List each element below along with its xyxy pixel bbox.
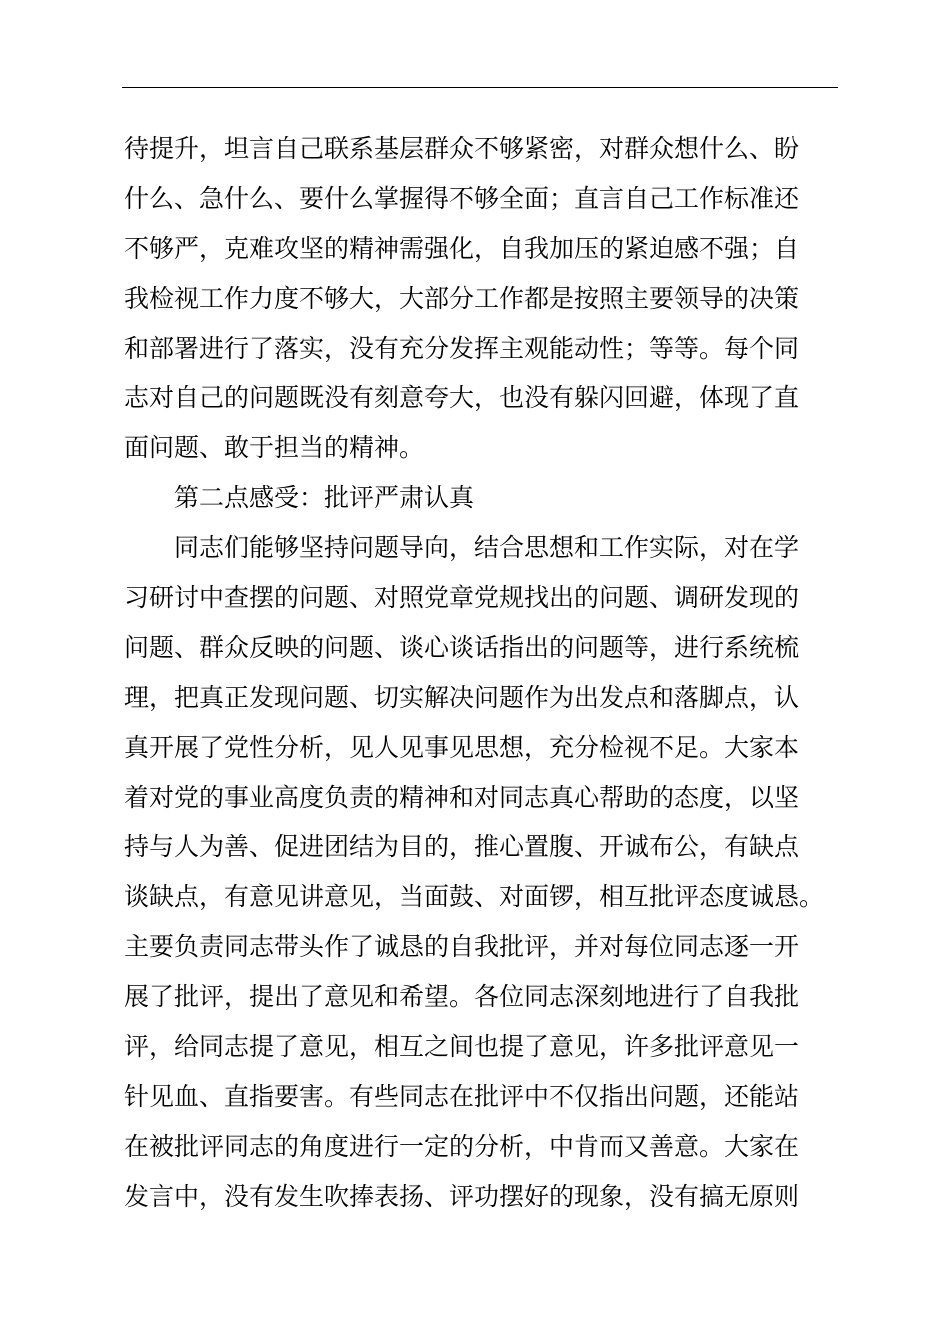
text-line: 针见血、直指要害。有些同志在批评中不仅指出问题，还能站 xyxy=(124,1081,800,1111)
text-line: 主要负责同志带头作了诚恳的自我批评，并对每位同志逐一开 xyxy=(124,932,800,962)
text-line: 展了批评，提出了意见和希望。各位同志深刻地进行了自我批 xyxy=(124,982,800,1012)
text-line: 理，把真正发现问题、切实解决问题作为出发点和落脚点，认 xyxy=(124,682,800,712)
text-line: 在被批评同志的角度进行一定的分析，中肯而又善意。大家在 xyxy=(124,1131,800,1161)
section-heading: 第二点感受：批评严肃认真 xyxy=(174,483,475,513)
text-line: 不够严，克难攻坚的精神需强化，自我加压的紧迫感不强；自 xyxy=(124,233,800,263)
text-line: 习研讨中查摆的问题、对照党章党规找出的问题、调研发现的 xyxy=(124,583,800,613)
header-rule xyxy=(122,87,838,88)
text-line: 评，给同志提了意见，相互之间也提了意见，许多批评意见一 xyxy=(124,1032,800,1062)
text-line: 着对党的事业高度负责的精神和对同志真心帮助的态度，以坚 xyxy=(124,782,800,812)
text-line: 问题、群众反映的问题、谈心谈话指出的问题等，进行系统梳 xyxy=(124,632,800,662)
text-line: 真开展了党性分析，见人见事见思想，充分检视不足。大家本 xyxy=(124,732,800,762)
text-line: 谈缺点，有意见讲意见，当面鼓、对面锣，相互批评态度诚恳。 xyxy=(124,882,825,912)
text-line: 什么、急什么、要什么掌握得不够全面；直言自己工作标准还 xyxy=(124,183,800,213)
text-line: 持与人为善、促进团结为目的，推心置腹、开诚布公，有缺点 xyxy=(124,832,800,862)
text-line: 我检视工作力度不够大，大部分工作都是按照主要领导的决策 xyxy=(124,283,800,313)
text-line: 发言中，没有发生吹捧表扬、评功摆好的现象，没有搞无原则 xyxy=(124,1181,800,1211)
text-line: 志对自己的问题既没有刻意夸大，也没有躲闪回避，体现了直 xyxy=(124,383,800,413)
text-line: 待提升，坦言自己联系基层群众不够紧密，对群众想什么、盼 xyxy=(124,134,800,163)
body-text xyxy=(124,124,844,1222)
paragraph-start: 同志们能够坚持问题导向，结合思想和工作实际，对在学 xyxy=(174,533,800,563)
text-line: 面问题、敢于担当的精神。 xyxy=(124,433,425,463)
text-line: 和部署进行了落实，没有充分发挥主观能动性；等等。每个同 xyxy=(124,333,800,363)
